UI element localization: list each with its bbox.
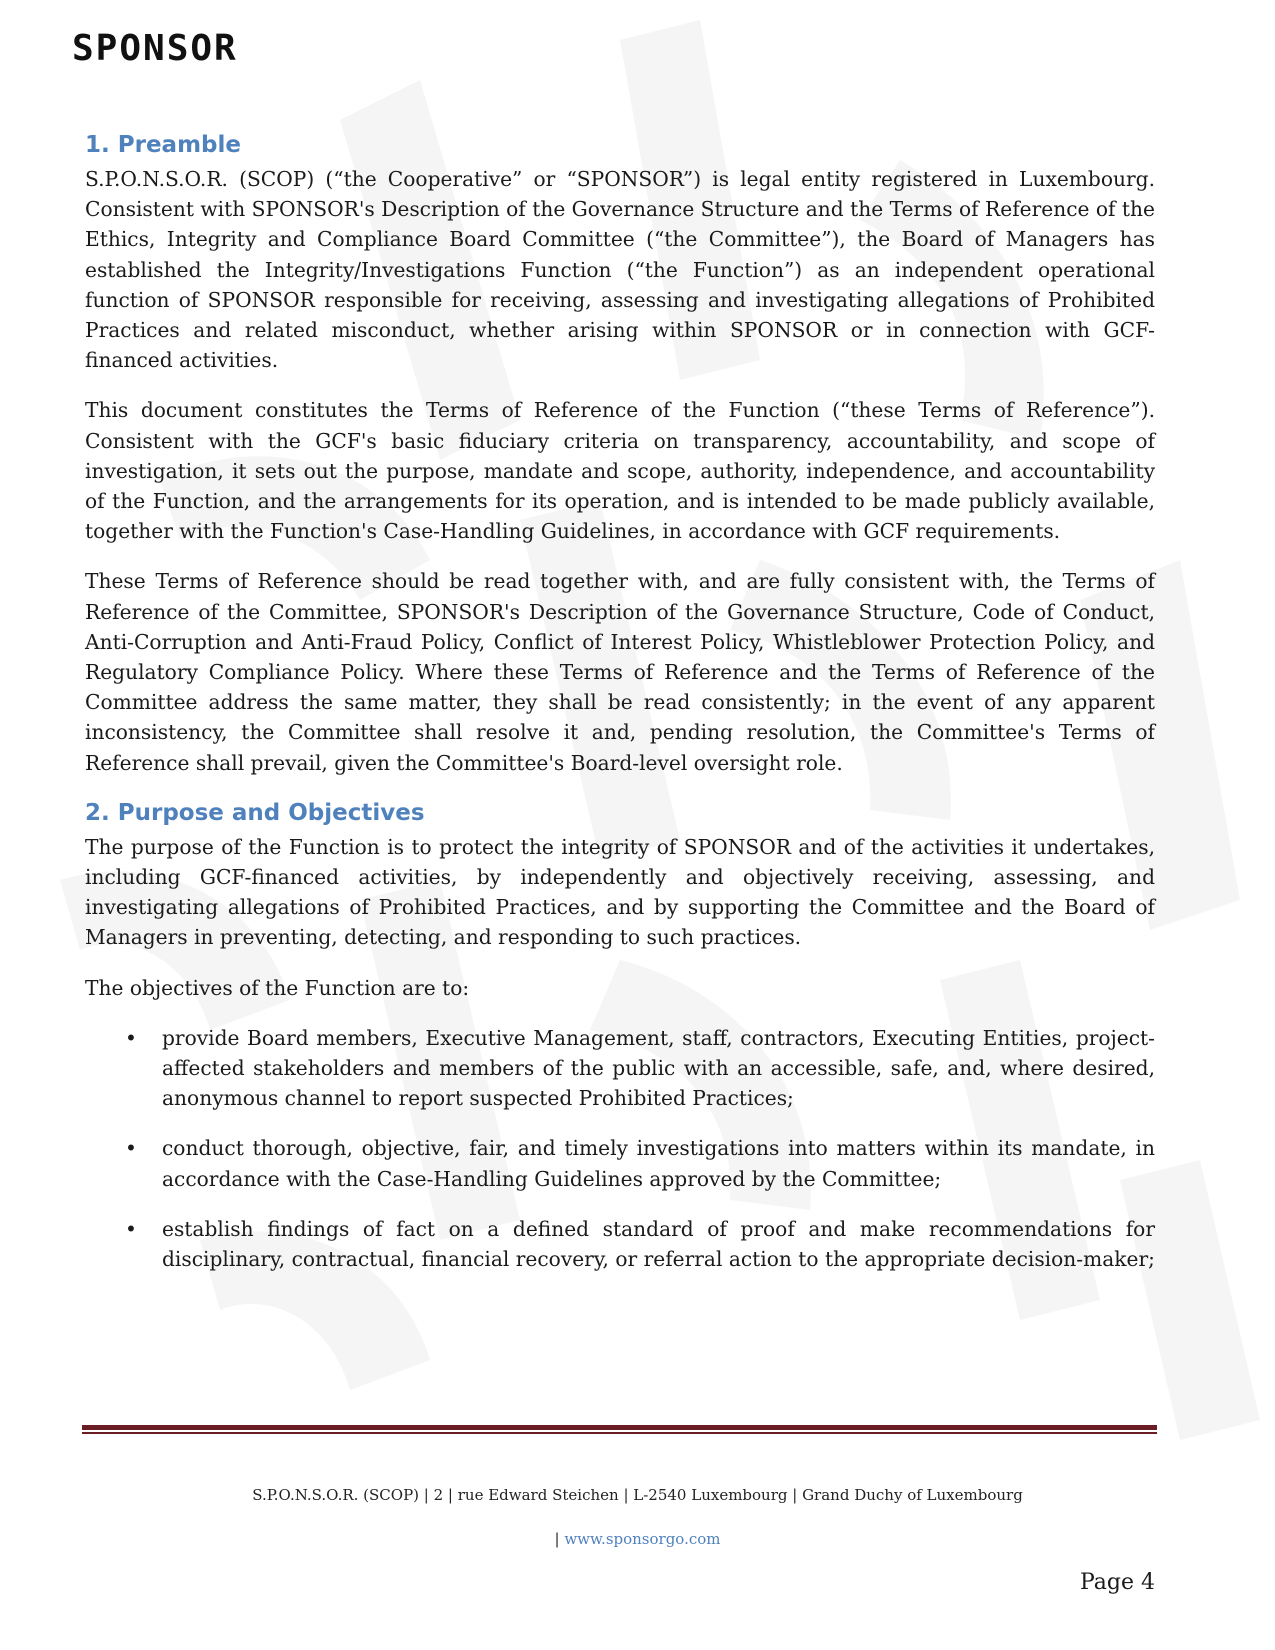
page-number: Page 4	[1079, 1570, 1155, 1595]
objectives-intro: The objectives of the Function are to:	[85, 975, 470, 1000]
footer-address: S.P.O.N.S.O.R. (SCOP) | 2 | rue Edward Steichen | L-2540 Luxembourg | Grand Duchy of Luxembourg	[252, 1486, 1023, 1504]
footer-separator: |	[554, 1530, 560, 1548]
preamble-paragraph-3: These Terms of Reference should be read together with, and are fully consistent with, the Terms of Reference of the Committee, SPONSOR's Description of the Governance Structure, Code of Conduct, Anti-Corruption and Anti-Fraud Policy, Conflict of Interest Policy, Whistleblower Protection Policy, and Regulatory Compliance Policy. Where these Terms of Reference and the Terms of Reference of the Committee address the same matter, they shall be read consistently; in the event of any apparent inconsistency, the Committee shall resolve it and, pending resolution, the Committee's Terms of Reference shall prevail, given the Committee's Board-level oversight role.	[85, 569, 1155, 775]
footer-divider	[82, 1425, 1157, 1434]
section-heading-purpose: 2. Purpose and Objectives	[85, 799, 425, 826]
objectives-list	[85, 1023, 1155, 1274]
preamble-paragraph-2: This document constitutes the Terms of Reference of the Function (“these Terms of Reference”). Consistent with the GCF's basic fiduciary criteria on transparency, accountability, and scope of investigation, it sets out the purpose, mandate and scope, authority, independence, and accountability of the Function, and the arrangements for its operation, and is intended to be made publicly available, together with the Function's Case-Handling Guidelines, in accordance with GCF requirements.	[85, 398, 1155, 544]
bullet-icon: •	[125, 1025, 137, 1050]
document-body	[85, 130, 1155, 1294]
list-item-text: provide Board members, Executive Management, staff, contractors, Executing Entities, project-affected stakeholders and members of the public with an accessible, safe, and, where desired, anonymous channel to report suspected Prohibited Practices;	[162, 1025, 1155, 1111]
list-item-text: establish findings of fact on a defined standard of proof and make recommendations for disciplinary, contractual, financial recovery, or referral action to the appropriate decision-maker;	[162, 1216, 1155, 1272]
preamble-paragraph-1: S.P.O.N.S.O.R. (SCOP) (“the Cooperative” or “SPONSOR”) is legal entity registered in Luxembourg. Consistent with SPONSOR's Description of the Governance Structure and the Terms of Reference of the Ethics, Integrity and Compliance Board Committee (“the Committee”), the Board of Managers has established the Integrity/Investigations Function (“the Function”) as an independent operational function of SPONSOR responsible for receiving, assessing and investigating allegations of Prohibited Practices and related misconduct, whether arising within SPONSOR or in connection with GCF-financed activities.	[85, 167, 1155, 373]
list-item	[85, 1023, 1155, 1114]
section-heading-preamble: 1. Preamble	[85, 132, 241, 158]
list-item	[85, 1214, 1155, 1274]
list-item-text: conduct thorough, objective, fair, and timely investigations into matters within its mandate, in accordance with the Case-Handling Guidelines approved by the Committee;	[162, 1136, 1155, 1191]
bullet-icon: •	[125, 1136, 137, 1161]
bullet-icon: •	[125, 1216, 137, 1241]
sponsor-logo: SPONSOR	[72, 28, 238, 69]
purpose-paragraph-1: The purpose of the Function is to protect the integrity of SPONSOR and of the activities it undertakes, including GCF-financed activities, by independently and objectively receiving, assessing, and investigating allegations of Prohibited Practices, and by supporting the Committee and the Board of Managers in preventing, detecting, and responding to such practices.	[85, 834, 1155, 950]
list-item	[85, 1133, 1155, 1193]
website-link[interactable]: www.sponsorgo.com	[564, 1530, 721, 1548]
footer-website-line	[0, 1530, 1275, 1548]
